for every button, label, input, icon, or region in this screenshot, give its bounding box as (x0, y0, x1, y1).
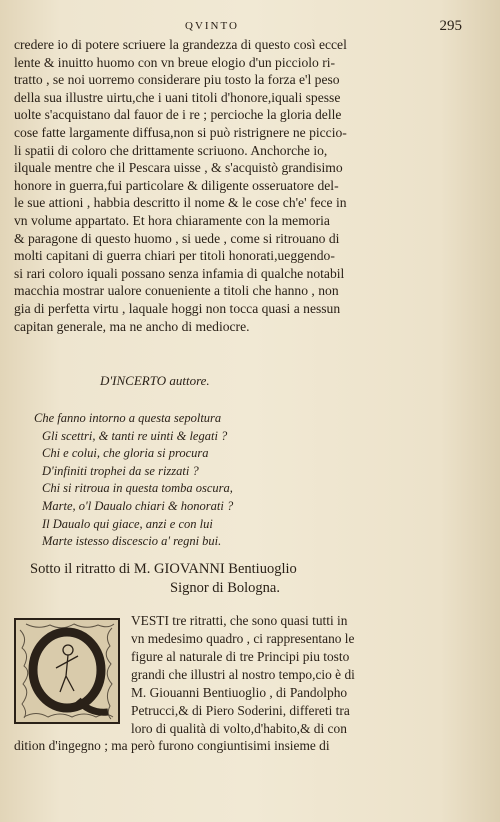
portrait-heading (30, 560, 410, 598)
poem-line: Gli scettri, & tanti re uinti & legati ? (42, 428, 228, 443)
epitaph-poem (34, 410, 233, 551)
text-line: cose fatte largamente diffusa,non si può ristrignere ne piccio- (14, 124, 347, 140)
poem-line: Marte, o'l Daualo chiari & honorati ? (42, 498, 234, 513)
epitaph-heading: D'INCERTO auttore. (100, 373, 210, 388)
text-line: figure al naturale di tre Principi piu tosto (131, 649, 350, 664)
text-line: honore in guerra,fui particolare & diligente osseruatore del- (14, 177, 339, 193)
text-line: li spatii di coloro che drittamente scriuono. Anchorche io, (14, 142, 328, 158)
text-line: gia di perfetta virtu , laquale hoggi non tocca quasi a nessun (14, 300, 341, 316)
text-line: le sue attioni , habbia descritto il nome & le cose ch'e' fece in (14, 195, 347, 211)
text-line: credere io di potere scriuere la grandezza di questo così eccel (14, 37, 347, 52)
text-line: grandi che illustri al nostro tempo,cio è di (131, 667, 355, 682)
poem-line: D'infiniti trophei da se rizzati ? (42, 463, 199, 478)
poem-line: Chi si ritroua in questa tomba oscura, (42, 481, 233, 496)
text-line: & paragone di questo huomo , si uede , come si ritrouano di (14, 230, 340, 246)
text-line: uolte s'acquistano dal fauor de i re ; percioche la gloria delle (14, 107, 342, 123)
portrait-heading-line: Signor di Bologna. (170, 580, 280, 596)
poem-line: Chi e colui, che gloria si procura (42, 446, 209, 461)
poem-line: Il Daualo qui giace, anzi e con lui (42, 516, 213, 531)
text-line: loro di qualità di volto,d'habito,& di con (131, 721, 347, 736)
paragraph-two (131, 612, 421, 738)
running-head: QVINTO (185, 20, 239, 32)
text-line: lente & inuitto huomo con vn breue elogio d'un picciolo ri- (14, 54, 336, 70)
text-line: ilquale mentre che il Pescara uisse , & s'acquistò grandisimo (14, 160, 343, 176)
text-line: capitan generale, ma ne ancho di mediocre. (14, 318, 250, 334)
poem-line: Che fanno intorno a questa sepoltura (34, 411, 222, 425)
text-line: tratto , se noi uorremo considerare piu tosto la forza e'l peso (14, 72, 340, 88)
text-line: della sua illustre uirtu,che i uani titoli d'honore,iquali spesse (14, 89, 341, 105)
page-number: 295 (439, 18, 462, 34)
text-line: si rari coloro iquali possano senza infamia di qualche notabil (14, 265, 345, 281)
text-line: Petrucci,& di Piero Soderini, differeti tra (131, 703, 350, 718)
woodcut-initial-q-icon (16, 620, 118, 722)
text-line: vn medesimo quadro , ci rappresentano le (131, 631, 355, 646)
text-line: M. Giouanni Bentiuoglio , di Pandolpho (131, 685, 348, 700)
paragraph-one (14, 36, 414, 335)
text-line: macchia mostrar ualore conueniente a titoli che hanno , non (14, 283, 339, 299)
text-line: vn volume appartato. Et hora chiaramente con la memoria (14, 212, 330, 228)
decorated-initial (14, 618, 120, 724)
text-line: molti capitani di guerra chiari per titoli honorati,ueggendo- (14, 248, 335, 264)
text-line: VESTI tre ritratti, che sono quasi tutti in (131, 613, 348, 628)
portrait-heading-line: Sotto il ritratto di M. GIOVANNI Bentiuoglio (30, 561, 297, 577)
text-line: dition d'ingegno ; ma però furono congiuntisimi insieme di (14, 738, 330, 753)
poem-line: Marte istesso discescio a' regni bui. (42, 534, 222, 549)
